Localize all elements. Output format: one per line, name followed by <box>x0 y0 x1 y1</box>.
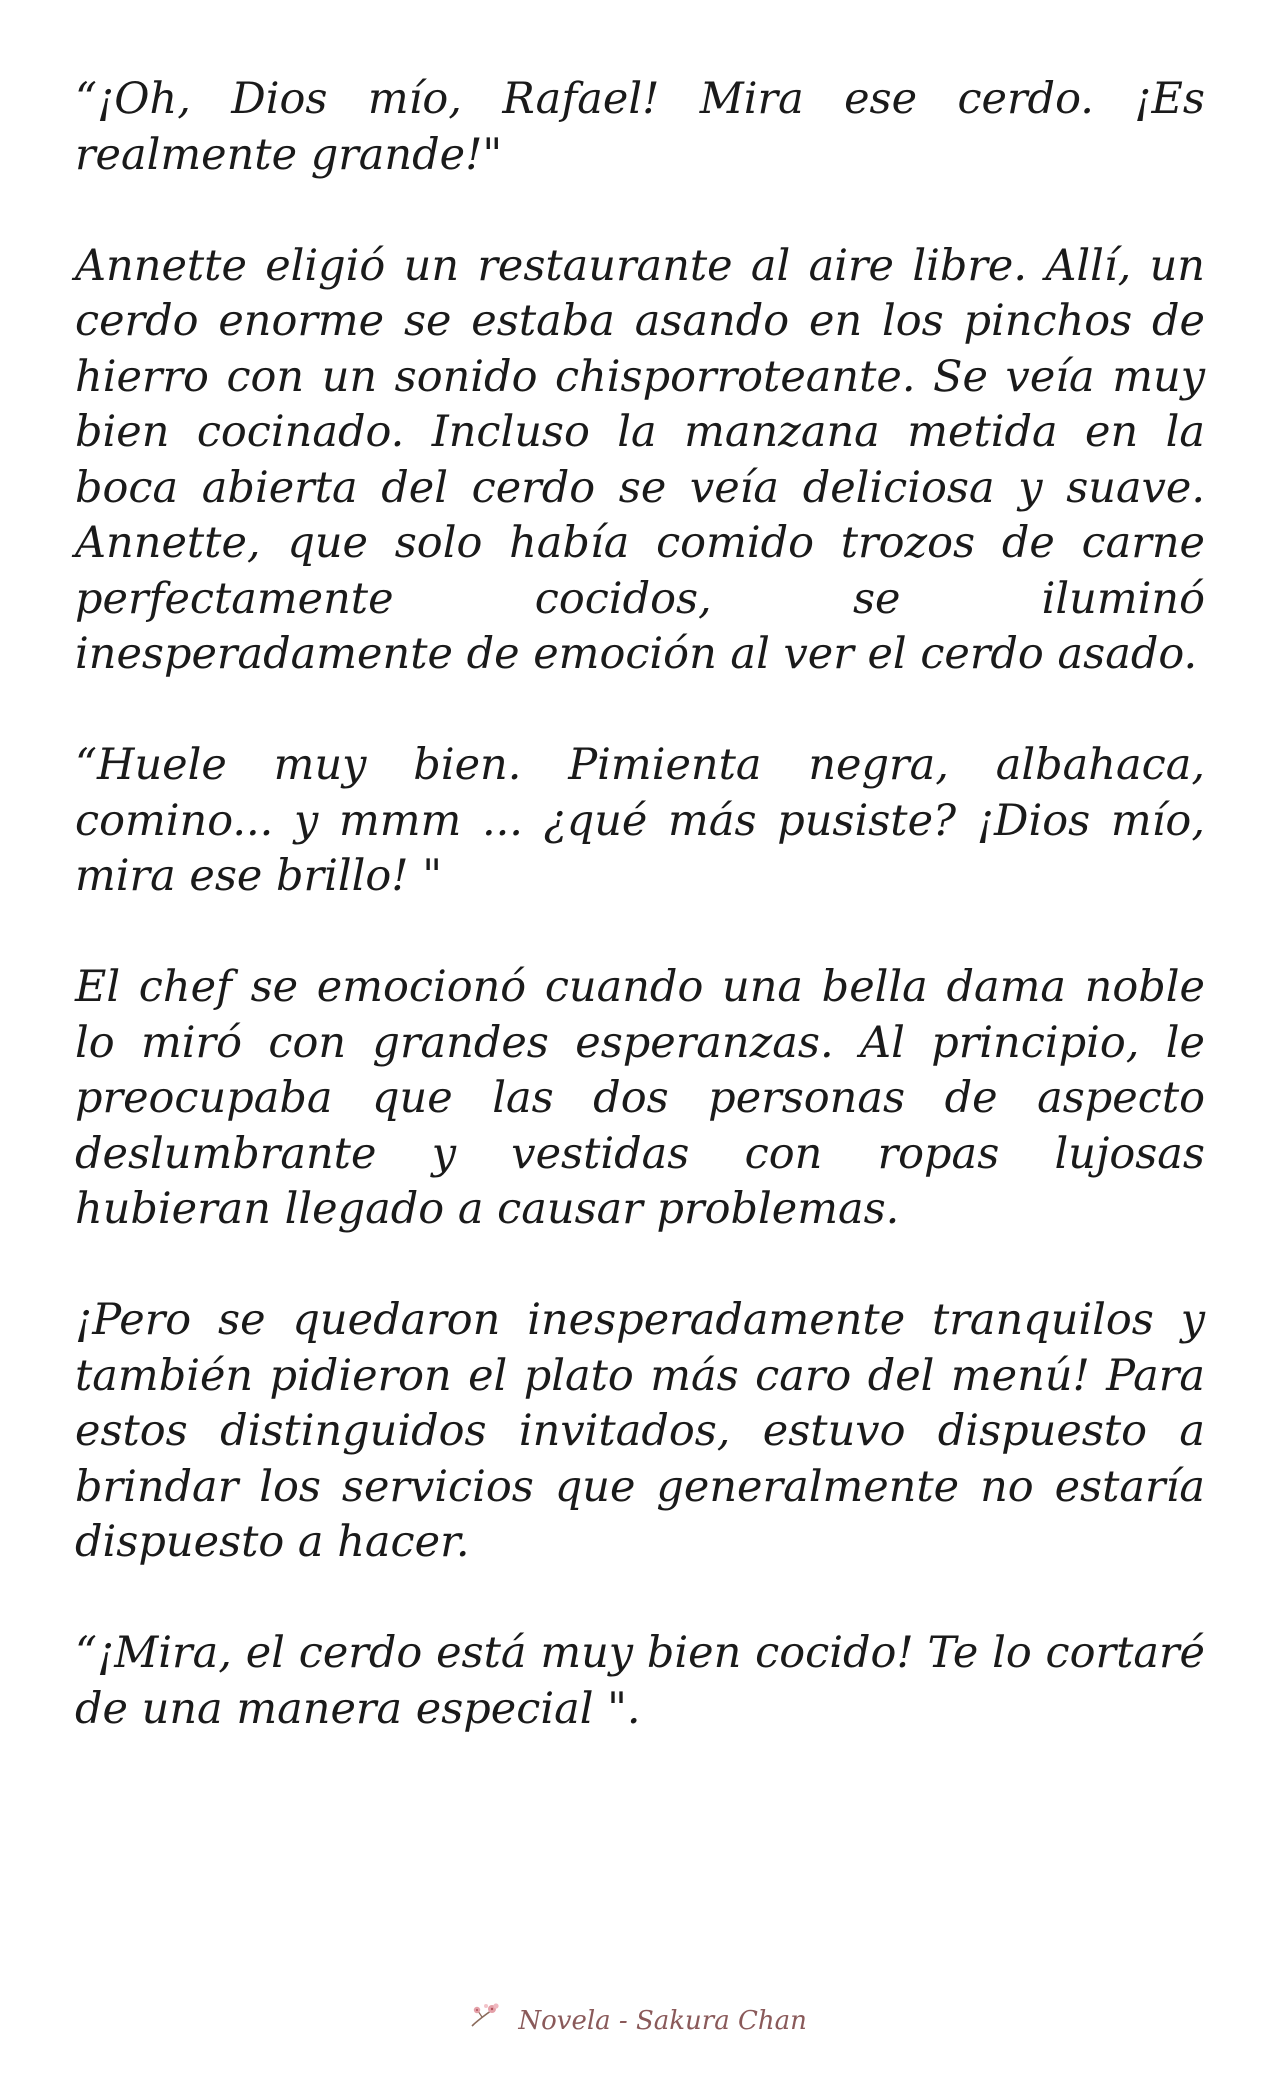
story-text <box>75 72 1205 1793</box>
paragraph-5: ¡Pero se quedaron inesperadamente tranquilos y también pidieron el plato más caro del menú! Para estos distinguidos invitados, estuvo dispuesto a brindar los servicios que generalmente no estaría dispuesto a hacer. <box>75 1295 1205 1567</box>
paragraph-2: Annette eligió un restaurante al aire libre. Allí, un cerdo enorme se estaba asando en los pinchos de hierro con un sonido chisporroteante. Se veía muy bien cocinado. Incluso la manzana metida en la boca abierta del cerdo se veía deliciosa y suave. Annette, que solo había comido trozos de carne perfectamente cocidos, se iluminó inesperadamente de emoción al ver el cerdo asado. <box>75 240 1205 679</box>
paragraph-3: “Huele muy bien. Pimienta negra, albahaca, comino... y mmm ... ¿qué más pusiste? ¡Dios mío, mira ese brillo! " <box>75 740 1205 901</box>
footer-label: Novela - Sakura Chan <box>518 2006 807 2036</box>
footer-watermark <box>0 2000 1275 2042</box>
paragraph-4: El chef se emocionó cuando una bella dama noble lo miró con grandes esperanzas. Al principio, le preocupaba que las dos personas de aspecto deslumbrante y vestidas con ropas lujosas hubieran llegado a causar problemas. <box>75 962 1205 1234</box>
paragraph-1: “¡Oh, Dios mío, Rafael! Mira ese cerdo. ¡Es realmente grande!" <box>75 74 1205 180</box>
sakura-blossom-icon <box>468 2000 502 2042</box>
paragraph-6: “¡Mira, el cerdo está muy bien cocido! Te lo cortaré de una manera especial ". <box>75 1628 1205 1734</box>
